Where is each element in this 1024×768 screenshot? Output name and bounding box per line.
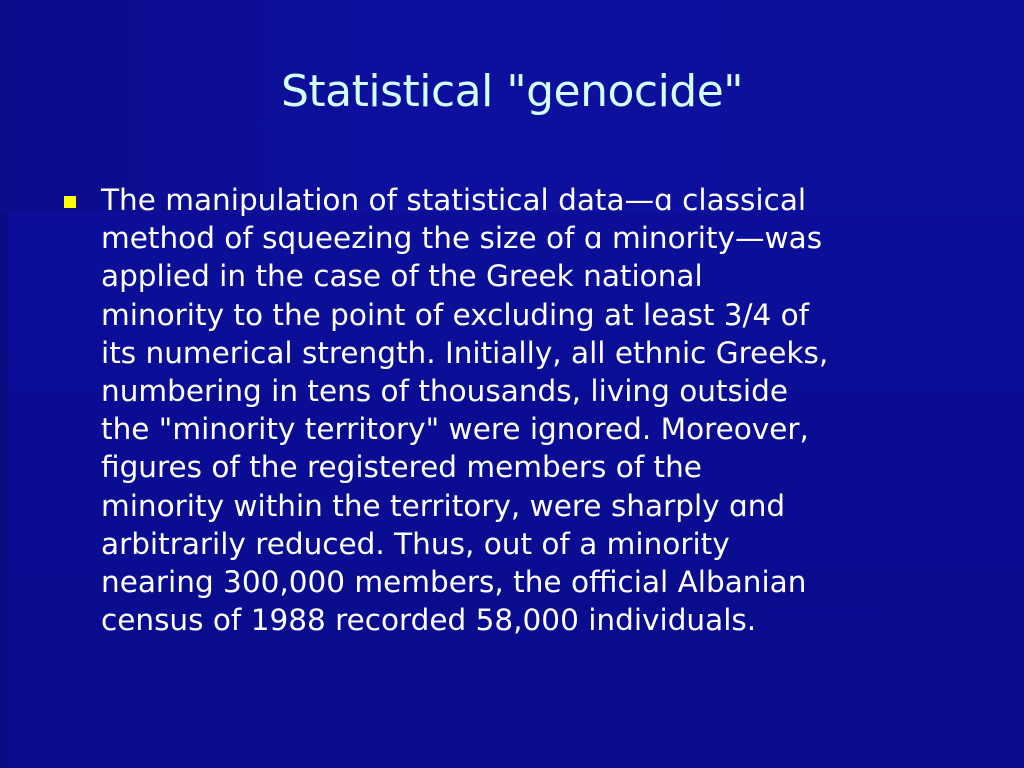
left-edge-shade	[0, 212, 8, 768]
slide-body	[62, 181, 962, 651]
bullet-text: The manipulation of statistical data—ɑ classical method of squeezing the size of ɑ minority—was applied in the case of the Greek national minority to the point of excluding at least 3/4 of its numerical strength. Initially, all ethnic Greeks, numbering in tens of thousands, living outside the "minority territory" were ignored. Moreover, figures of the registered members of the minority within the territory, were sharply ɑnd arbitrarily reduced. Thus, out of a minority nearing 300,000 members, the official Albanian census of 1988 recorded 58,000 individuals.	[101, 183, 829, 638]
slide-title: Statistical "genocide"	[280, 66, 744, 117]
square-bullet-icon	[64, 196, 76, 208]
